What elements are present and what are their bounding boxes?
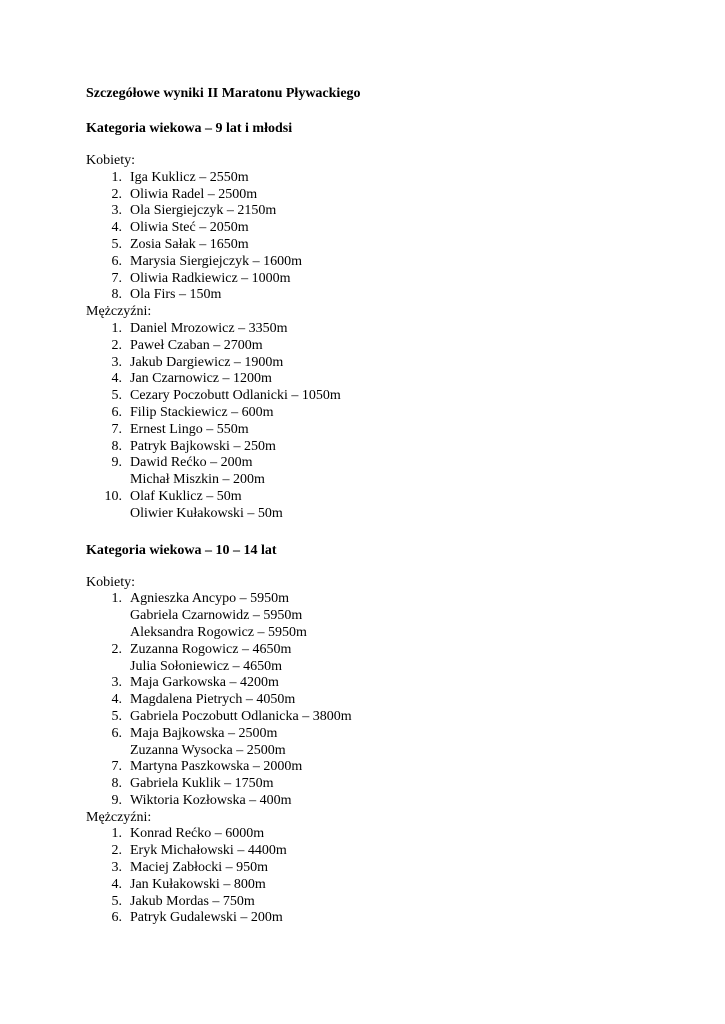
categories xyxy=(86,120,686,927)
group-label: Mężczyźni: xyxy=(86,809,152,825)
participant-result: Gabriela Kuklik – 1750m xyxy=(130,776,274,792)
rank-number: 2. xyxy=(111,843,122,859)
participant-result: Agnieszka Ancypo – 5950m xyxy=(130,591,290,607)
rank-number: 10. xyxy=(104,488,122,504)
rank-number: 8. xyxy=(111,438,122,454)
participant-result: Cezary Poczobutt Odlanicki – 1050m xyxy=(130,388,341,404)
group-label: Mężczyźni: xyxy=(86,304,152,320)
rank-number: 3. xyxy=(111,860,122,876)
rank-number: 6. xyxy=(111,404,122,420)
participant-result: Ola Firs – 150m xyxy=(130,287,222,303)
participant-result: Ernest Lingo – 550m xyxy=(130,421,249,437)
rank-number: 9. xyxy=(111,792,122,808)
rank-number: 5. xyxy=(111,708,122,724)
participant-result: Patryk Gudalewski – 200m xyxy=(130,910,283,926)
rank-number: 4. xyxy=(111,220,122,236)
rank-number: 4. xyxy=(111,371,122,387)
participant-result: Maciej Zabłocki – 950m xyxy=(130,860,269,876)
list-item xyxy=(86,608,686,625)
list-item xyxy=(86,439,686,456)
category-section xyxy=(86,542,686,928)
list-item xyxy=(86,675,686,692)
participant-result: Zuzanna Rogowicz – 4650m xyxy=(130,641,292,657)
list-item xyxy=(86,591,686,608)
rank-number: 3. xyxy=(111,354,122,370)
participant-result: Martyna Paszkowska – 2000m xyxy=(130,759,303,775)
list-item xyxy=(86,489,686,506)
list-item xyxy=(86,271,686,288)
rank-number: 7. xyxy=(111,421,122,437)
list-item xyxy=(86,187,686,204)
rank-number: 2. xyxy=(111,337,122,353)
list-item xyxy=(86,472,686,489)
rank-number: 7. xyxy=(111,759,122,775)
rank-number: 2. xyxy=(111,641,122,657)
list-item xyxy=(86,709,686,726)
participant-result: Jakub Mordas – 750m xyxy=(130,893,255,909)
list-item xyxy=(86,894,686,911)
list-item xyxy=(86,254,686,271)
rank-number: 5. xyxy=(111,236,122,252)
rank-number: 3. xyxy=(111,675,122,691)
rank-number: 6. xyxy=(111,910,122,926)
rank-number: 3. xyxy=(111,203,122,219)
participant-result: Eryk Michałowski – 4400m xyxy=(130,843,287,859)
list-item xyxy=(86,203,686,220)
participant-result: Gabriela Poczobutt Odlanicka – 3800m xyxy=(130,708,352,724)
participant-result: Aleksandra Rogowicz – 5950m xyxy=(130,624,307,640)
list-item xyxy=(86,506,686,523)
participant-result: Magdalena Pietrych – 4050m xyxy=(130,692,296,708)
participant-result: Jakub Dargiewicz – 1900m xyxy=(130,354,284,370)
rank-number: 1. xyxy=(111,826,122,842)
list-item xyxy=(86,659,686,676)
participant-result: Wiktoria Kozłowska – 400m xyxy=(130,792,292,808)
list-item xyxy=(86,625,686,642)
list-item xyxy=(86,455,686,472)
participant-result: Oliwia Radkiewicz – 1000m xyxy=(130,270,291,286)
list-item xyxy=(86,405,686,422)
participant-result: Jan Czarnowicz – 1200m xyxy=(130,371,272,387)
participant-result: Iga Kuklicz – 2550m xyxy=(130,169,249,185)
participant-result: Daniel Mrozowicz – 3350m xyxy=(130,320,288,336)
rank-number: 9. xyxy=(111,455,122,471)
list-item xyxy=(86,776,686,793)
list-item xyxy=(86,338,686,355)
list-item xyxy=(86,422,686,439)
rank-number: 4. xyxy=(111,876,122,892)
participant-result: Patryk Bajkowski – 250m xyxy=(130,438,276,454)
rank-number: 6. xyxy=(111,253,122,269)
list-item xyxy=(86,321,686,338)
list-item xyxy=(86,726,686,743)
list-item xyxy=(86,355,686,372)
rank-number: 5. xyxy=(111,388,122,404)
list-item xyxy=(86,642,686,659)
document-title: Szczegółowe wyniki II Maratonu Pływackiego xyxy=(86,86,361,101)
rank-number: 7. xyxy=(111,270,122,286)
rank-number: 4. xyxy=(111,692,122,708)
participant-result: Oliwia Radel – 2500m xyxy=(130,186,258,202)
participant-result: Maja Garkowska – 4200m xyxy=(130,675,279,691)
list-item xyxy=(86,793,686,810)
list-item xyxy=(86,220,686,237)
participant-result: Konrad Rećko – 6000m xyxy=(130,826,265,842)
group-label: Kobiety: xyxy=(86,153,135,168)
list-item xyxy=(86,743,686,760)
category-heading: Kategoria wiekowa – 10 – 14 lat xyxy=(86,542,277,558)
participant-result: Paweł Czaban – 2700m xyxy=(130,337,263,353)
list-item xyxy=(86,237,686,254)
rank-number: 8. xyxy=(111,776,122,792)
participant-result: Julia Sołoniewicz – 4650m xyxy=(130,658,283,674)
list-item xyxy=(86,843,686,860)
list-item xyxy=(86,759,686,776)
list-item xyxy=(86,388,686,405)
participant-result: Filip Stackiewicz – 600m xyxy=(130,404,274,420)
list-item xyxy=(86,170,686,187)
rank-number: 5. xyxy=(111,893,122,909)
participant-result: Zosia Sałak – 1650m xyxy=(130,236,249,252)
list-item xyxy=(86,860,686,877)
category-heading: Kategoria wiekowa – 9 lat i młodsi xyxy=(86,121,293,136)
list-item xyxy=(86,371,686,388)
rank-number: 2. xyxy=(111,186,122,202)
participant-result: Marysia Siergiejczyk – 1600m xyxy=(130,253,302,269)
rank-number: 1. xyxy=(111,591,122,607)
participant-result: Zuzanna Wysocka – 2500m xyxy=(130,742,286,758)
participant-result: Gabriela Czarnowidz – 5950m xyxy=(130,608,303,624)
participant-result: Oliwia Steć – 2050m xyxy=(130,220,249,236)
participant-result: Oliwier Kułakowski – 50m xyxy=(130,505,283,521)
document-page xyxy=(86,85,686,927)
rank-number: 6. xyxy=(111,725,122,741)
participant-result: Jan Kułakowski – 800m xyxy=(130,876,266,892)
participant-result: Maja Bajkowska – 2500m xyxy=(130,725,278,741)
list-item xyxy=(86,692,686,709)
list-item xyxy=(86,287,686,304)
participant-result: Ola Siergiejczyk – 2150m xyxy=(130,203,277,219)
list-item xyxy=(86,826,686,843)
rank-number: 1. xyxy=(111,169,122,185)
group-label: Kobiety: xyxy=(86,574,135,590)
list-item xyxy=(86,910,686,927)
category-section xyxy=(86,120,686,542)
rank-number: 1. xyxy=(111,320,122,336)
participant-result: Dawid Rećko – 200m xyxy=(130,455,253,471)
list-item xyxy=(86,877,686,894)
participant-result: Olaf Kuklicz – 50m xyxy=(130,488,242,504)
participant-result: Michał Miszkin – 200m xyxy=(130,472,265,488)
rank-number: 8. xyxy=(111,287,122,303)
